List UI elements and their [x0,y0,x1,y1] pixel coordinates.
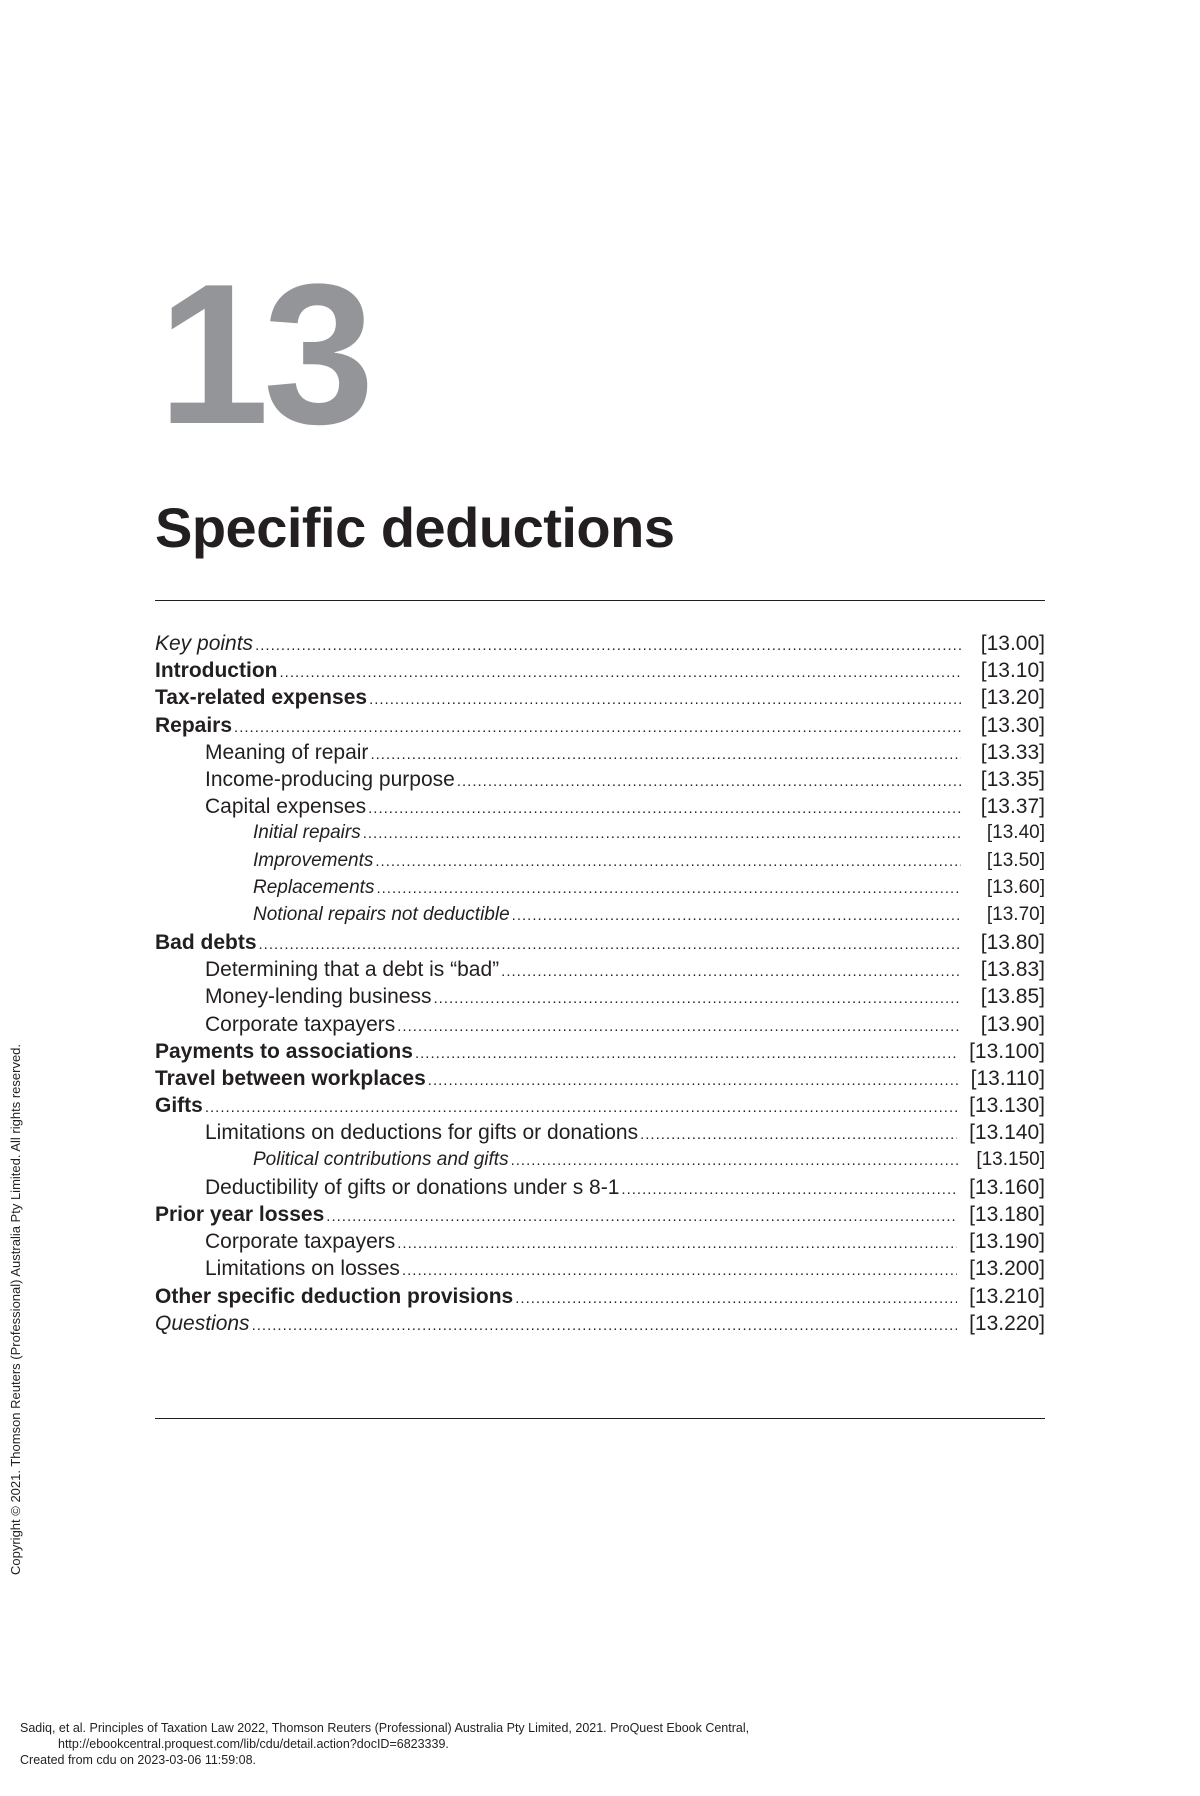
toc-entry-title: Limitations on deductions for gifts or donations [205,1121,639,1145]
toc-entry-paragraph: [13.100] [969,1039,1045,1063]
toc-entry-title: Determining that a debt is “bad” [205,958,500,982]
toc-entry-title: Corporate taxpayers [205,1012,396,1036]
toc-entry-title: Introduction [155,659,278,683]
toc-leader-dots [326,1208,957,1225]
toc-entry-title: Money-lending business [205,985,432,1009]
toc-entry-paragraph: [13.40] [986,822,1045,844]
side-copyright: Copyright © 2021. Thomson Reuters (Professional) Australia Pty Limited. All rights reserved. [8,1043,23,1575]
toc-entry-title: Meaning of repair [205,740,369,764]
toc-entry-paragraph: [13.20] [980,686,1045,710]
toc-entry-paragraph: [13.30] [980,713,1045,737]
toc-entry[interactable] [155,1285,1045,1312]
toc-entry-paragraph: [13.33] [980,740,1045,764]
toc-entry[interactable] [155,1121,1045,1148]
toc-entry-paragraph: [13.37] [980,795,1045,819]
toc-leader-dots [621,1181,957,1198]
toc-leader-dots [255,637,961,654]
toc-entry-paragraph: [13.80] [980,931,1045,955]
toc-entry-title: Bad debts [155,931,257,955]
table-of-contents [155,632,1045,1339]
toc-leader-dots [369,691,961,708]
toc-entry-title: Capital expenses [205,795,367,819]
toc-entry[interactable] [155,768,1045,795]
toc-leader-dots [397,1018,961,1035]
toc-entry-paragraph: [13.70] [986,903,1045,925]
toc-entry-paragraph: [13.160] [969,1175,1045,1199]
toc-entry-title: Repairs [155,713,233,737]
toc-leader-dots [501,963,961,980]
toc-entry-title: Initial repairs [253,822,361,844]
toc-entry-paragraph: [13.150] [976,1148,1045,1170]
toc-entry-title: Notional repairs not deductible [253,903,510,925]
toc-entry[interactable] [155,741,1045,768]
toc-leader-dots [415,1045,957,1062]
toc-leader-dots [515,1290,957,1307]
toc-entry-paragraph: [13.110] [970,1067,1045,1090]
toc-leader-dots [234,719,961,736]
toc-leader-dots [397,1235,957,1252]
toc-leader-dots [402,1262,957,1279]
citation-url[interactable]: http://ebookcentral.proquest.com/lib/cdu/detail.action?docID=6823339. [58,1737,449,1751]
chapter-title: Specific deductions [155,496,675,559]
toc-entry-title: Improvements [253,849,374,871]
toc-entry[interactable] [155,632,1045,659]
toc-leader-dots [363,825,961,842]
toc-entry[interactable] [155,1067,1045,1094]
citation-footer [20,1720,749,1768]
toc-entry-title: Key points [155,632,254,655]
toc-entry-title: Gifts [155,1094,203,1118]
toc-entry-paragraph: [13.220] [969,1311,1045,1335]
toc-entry-paragraph: [13.83] [980,958,1045,982]
toc-leader-dots [368,800,961,817]
toc-entry[interactable] [155,659,1045,686]
toc-entry-paragraph: [13.10] [980,659,1045,683]
toc-leader-dots [457,773,961,790]
toc-entry[interactable] [155,795,1045,822]
toc-leader-dots [370,746,961,763]
toc-entry-title: Payments to associations [155,1039,413,1063]
toc-entry[interactable] [155,904,1045,931]
toc-entry[interactable] [155,1257,1045,1284]
toc-entry-title: Political contributions and gifts [253,1148,509,1170]
toc-entry-paragraph: [13.35] [980,767,1045,791]
bottom-divider [155,1418,1045,1419]
toc-leader-dots [205,1099,957,1116]
toc-entry[interactable] [155,686,1045,713]
toc-leader-dots [252,1317,958,1334]
toc-entry-paragraph: [13.210] [969,1284,1045,1308]
toc-entry-title: Prior year losses [155,1202,325,1226]
toc-entry[interactable] [155,958,1045,985]
toc-entry[interactable] [155,877,1045,904]
citation-line-1: Sadiq, et al. Principles of Taxation Law 2022, Thomson Reuters (Professional) Australia Pty Limited, 2021. ProQuest Ebook Central, [20,1721,750,1735]
toc-entry-title: Corporate taxpayers [205,1230,396,1254]
toc-entry[interactable] [155,1203,1045,1230]
toc-entry-paragraph: [13.140] [969,1121,1045,1145]
toc-entry-paragraph: [13.130] [969,1094,1045,1118]
toc-leader-dots [640,1126,957,1143]
toc-entry-paragraph: [13.200] [969,1257,1045,1281]
toc-entry[interactable] [155,1230,1045,1257]
toc-leader-dots [428,1072,959,1089]
toc-entry[interactable] [155,822,1045,849]
toc-leader-dots [376,880,961,897]
toc-entry-paragraph: [13.180] [969,1202,1045,1226]
toc-leader-dots [279,664,961,681]
toc-entry-title: Replacements [253,876,375,898]
toc-entry-title: Questions [155,1311,250,1335]
toc-entry-paragraph: [13.00] [980,632,1045,655]
toc-entry[interactable] [155,1312,1045,1339]
toc-entry-title: Other specific deduction provisions [155,1284,514,1308]
toc-entry[interactable] [155,1149,1045,1176]
toc-entry-title: Deductibility of gifts or donations under s 8-1 [205,1175,620,1199]
toc-entry[interactable] [155,931,1045,958]
toc-entry[interactable] [155,1094,1045,1121]
toc-entry-title: Limitations on losses [205,1257,400,1281]
toc-entry-paragraph: [13.60] [986,876,1045,898]
toc-entry-paragraph: [13.90] [980,1012,1045,1036]
toc-leader-dots [259,936,961,953]
toc-entry[interactable] [155,1176,1045,1203]
toc-leader-dots [511,1152,961,1169]
toc-entry[interactable] [155,714,1045,741]
toc-entry-paragraph: [13.50] [986,849,1045,871]
toc-leader-dots [375,853,961,870]
top-divider [155,600,1045,601]
toc-entry[interactable] [155,1040,1045,1067]
toc-entry-title: Tax-related expenses [155,686,368,710]
citation-created: Created from cdu on 2023-03-06 11:59:08. [20,1753,257,1767]
toc-entry[interactable] [155,1013,1045,1040]
toc-entry[interactable] [155,850,1045,877]
toc-entry-title: Income-producing purpose [205,767,455,791]
toc-entry-title: Travel between workplaces [155,1067,426,1090]
toc-entry-paragraph: [13.85] [980,985,1045,1009]
toc-leader-dots [512,907,961,924]
toc-leader-dots [433,990,961,1007]
chapter-number: 13 [158,243,369,466]
toc-entry-paragraph: [13.190] [969,1230,1045,1254]
toc-entry[interactable] [155,985,1045,1012]
